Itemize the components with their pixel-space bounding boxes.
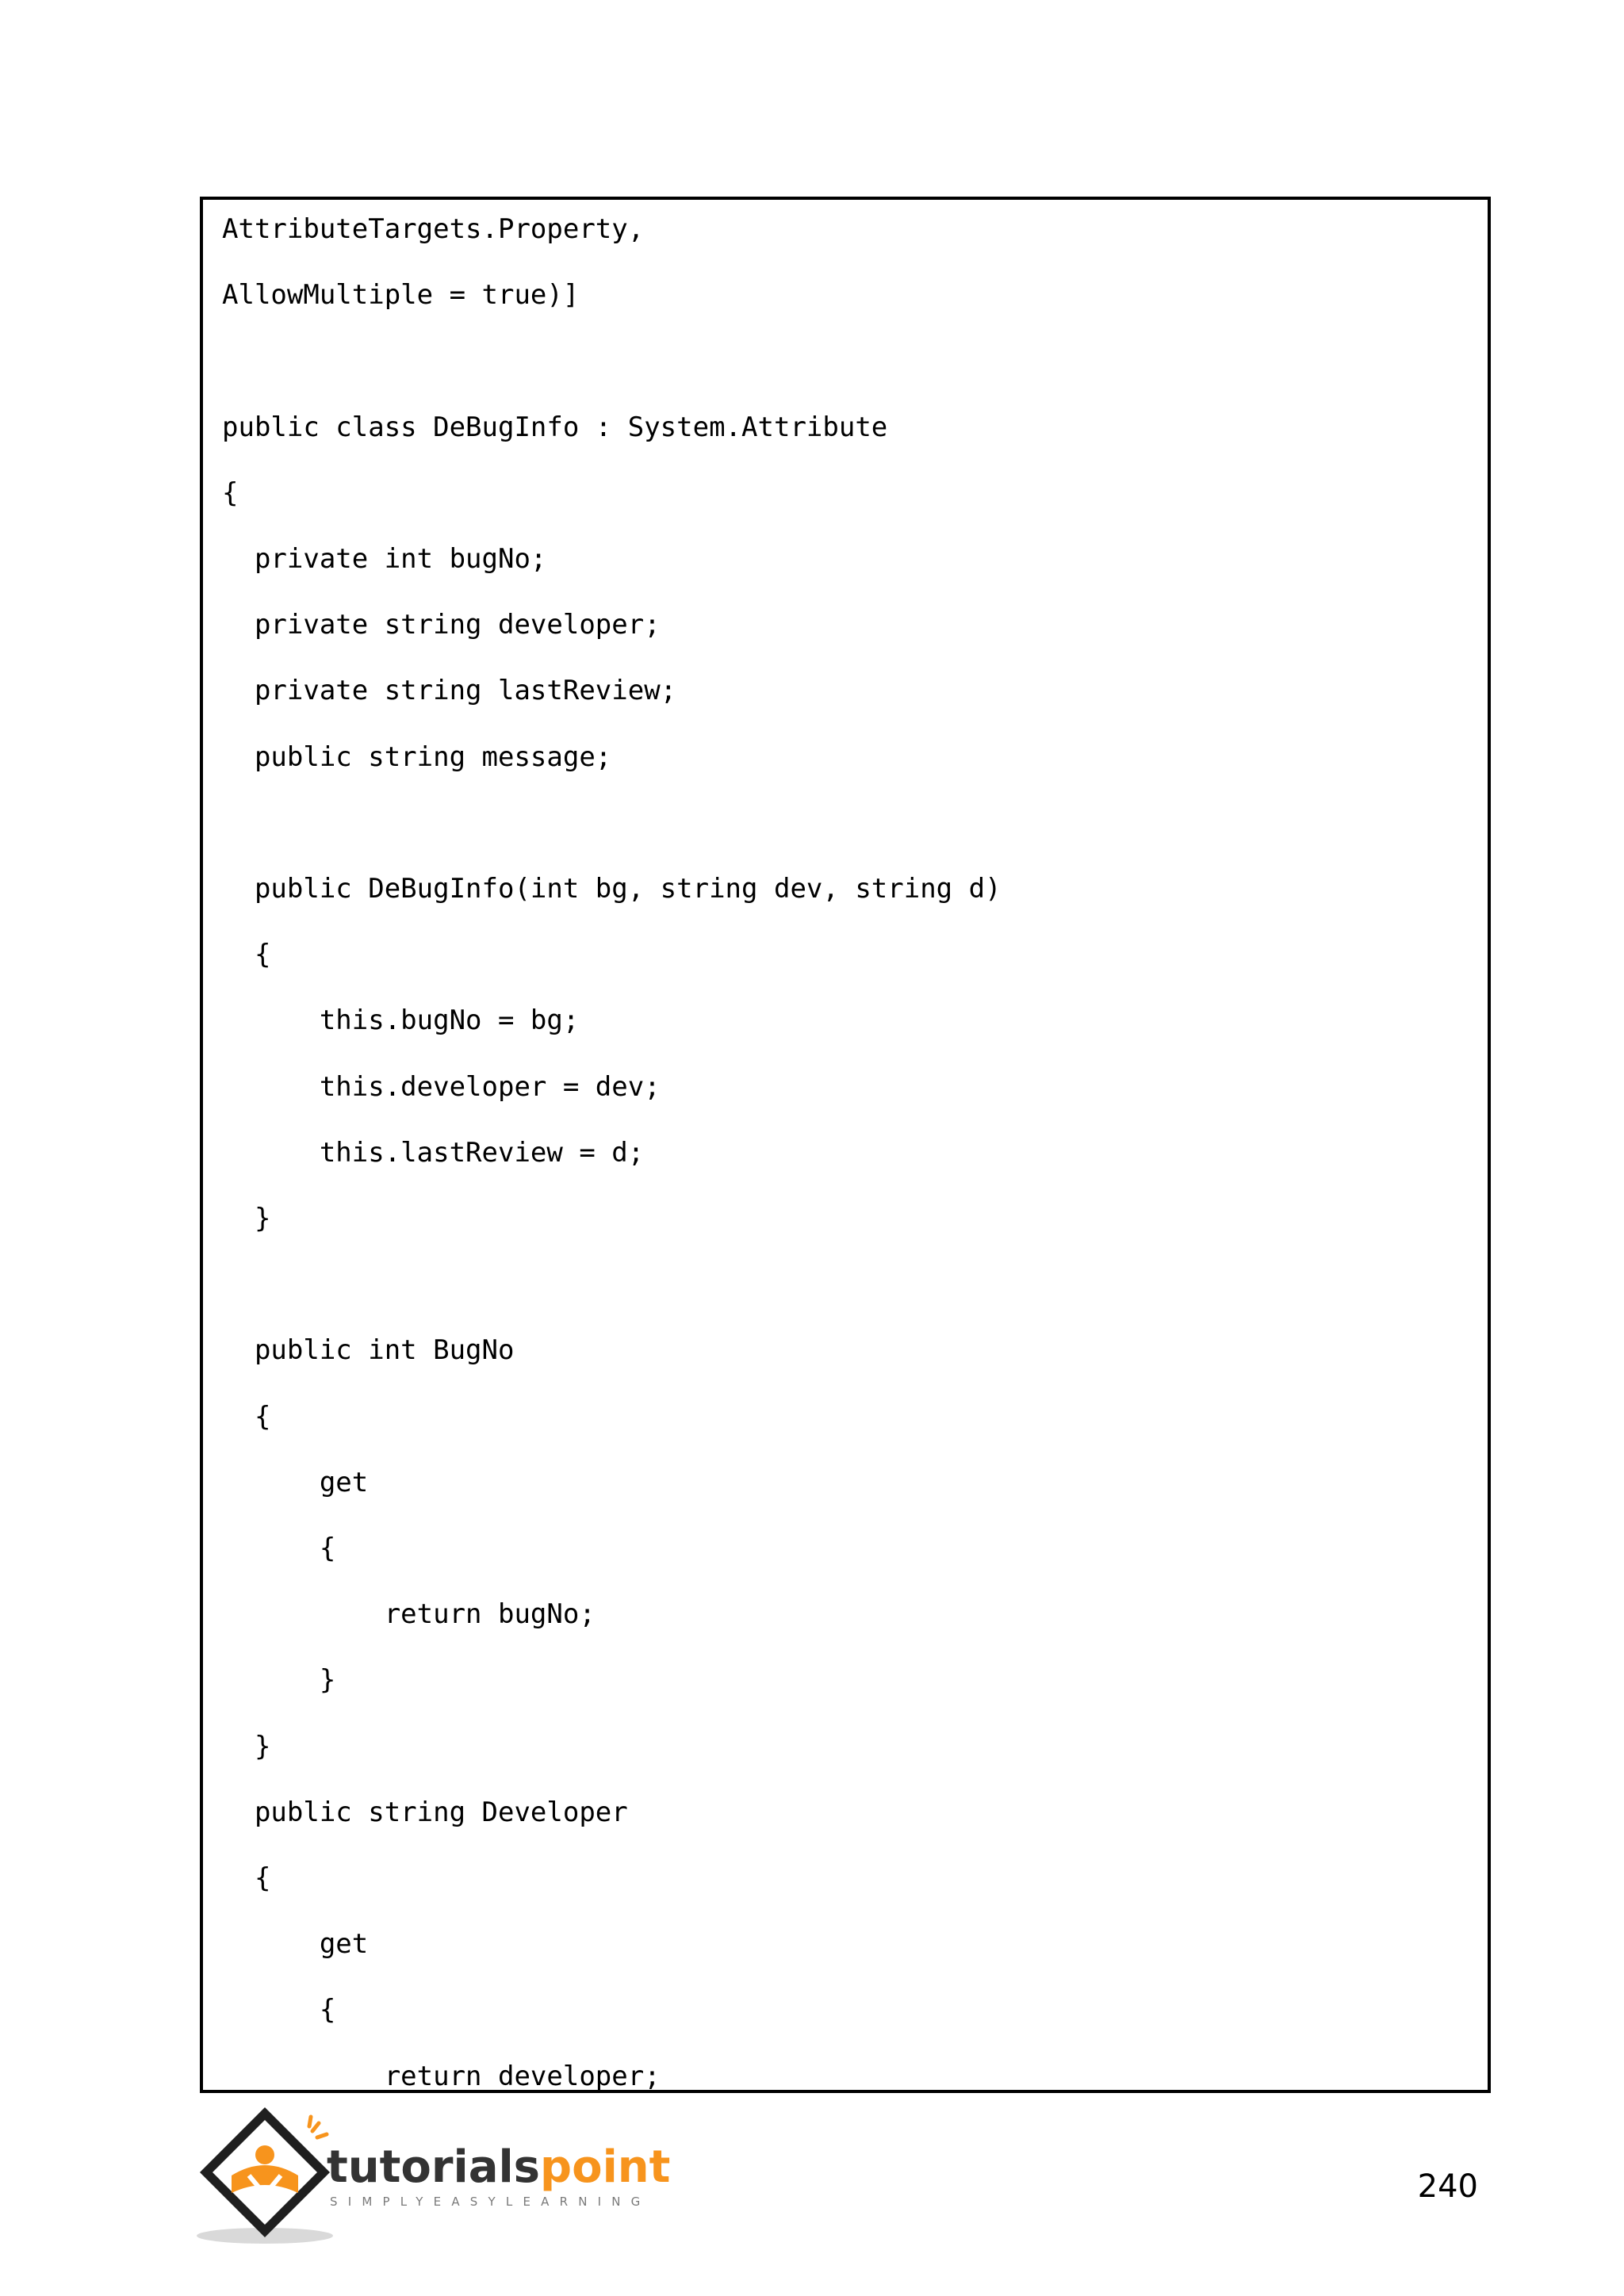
code-line: { bbox=[222, 1994, 336, 2026]
code-line: public class DeBugInfo : System.Attribute bbox=[222, 411, 888, 443]
code-line: return bugNo; bbox=[222, 1598, 596, 1631]
code-line: { bbox=[222, 476, 239, 509]
logo-tagline: SIMPLYEASYLEARNING bbox=[330, 2195, 651, 2209]
code-line: get bbox=[222, 1928, 369, 1961]
code-line: { bbox=[222, 1400, 271, 1433]
page-number: 240 bbox=[1417, 2168, 1478, 2205]
logo-wordmark: tutorialspoint bbox=[327, 2141, 671, 2193]
code-line: this.developer = dev; bbox=[222, 1070, 661, 1103]
code-line: return developer; bbox=[222, 2060, 661, 2092]
code-lines bbox=[203, 200, 1488, 2090]
code-line: AllowMultiple = true)] bbox=[222, 279, 580, 312]
code-line: public DeBugInfo(int bg, string dev, string d) bbox=[222, 873, 1002, 905]
code-line: private string developer; bbox=[222, 609, 661, 641]
code-line: } bbox=[222, 1203, 271, 1234]
code-line: this.lastReview = d; bbox=[222, 1136, 645, 1169]
tutorialspoint-logo bbox=[193, 2099, 671, 2250]
code-line: get bbox=[222, 1466, 369, 1498]
code-line: public string message; bbox=[222, 740, 612, 773]
code-line: } bbox=[222, 1730, 271, 1762]
code-line: AttributeTargets.Property, bbox=[222, 213, 645, 245]
code-line: } bbox=[222, 1664, 336, 1697]
logo-head-icon bbox=[255, 2145, 274, 2164]
code-line: public string Developer bbox=[222, 1796, 628, 1828]
code-line: this.bugNo = bg; bbox=[222, 1004, 580, 1037]
code-line: private string lastReview; bbox=[222, 675, 677, 707]
code-line: { bbox=[222, 1533, 336, 1564]
code-line: { bbox=[222, 1862, 271, 1894]
code-block bbox=[200, 197, 1491, 2093]
code-line: public int BugNo bbox=[222, 1334, 515, 1367]
logo-sparkle-icon bbox=[309, 2117, 327, 2137]
code-line: private int bugNo; bbox=[222, 543, 547, 575]
code-line: { bbox=[222, 939, 271, 971]
